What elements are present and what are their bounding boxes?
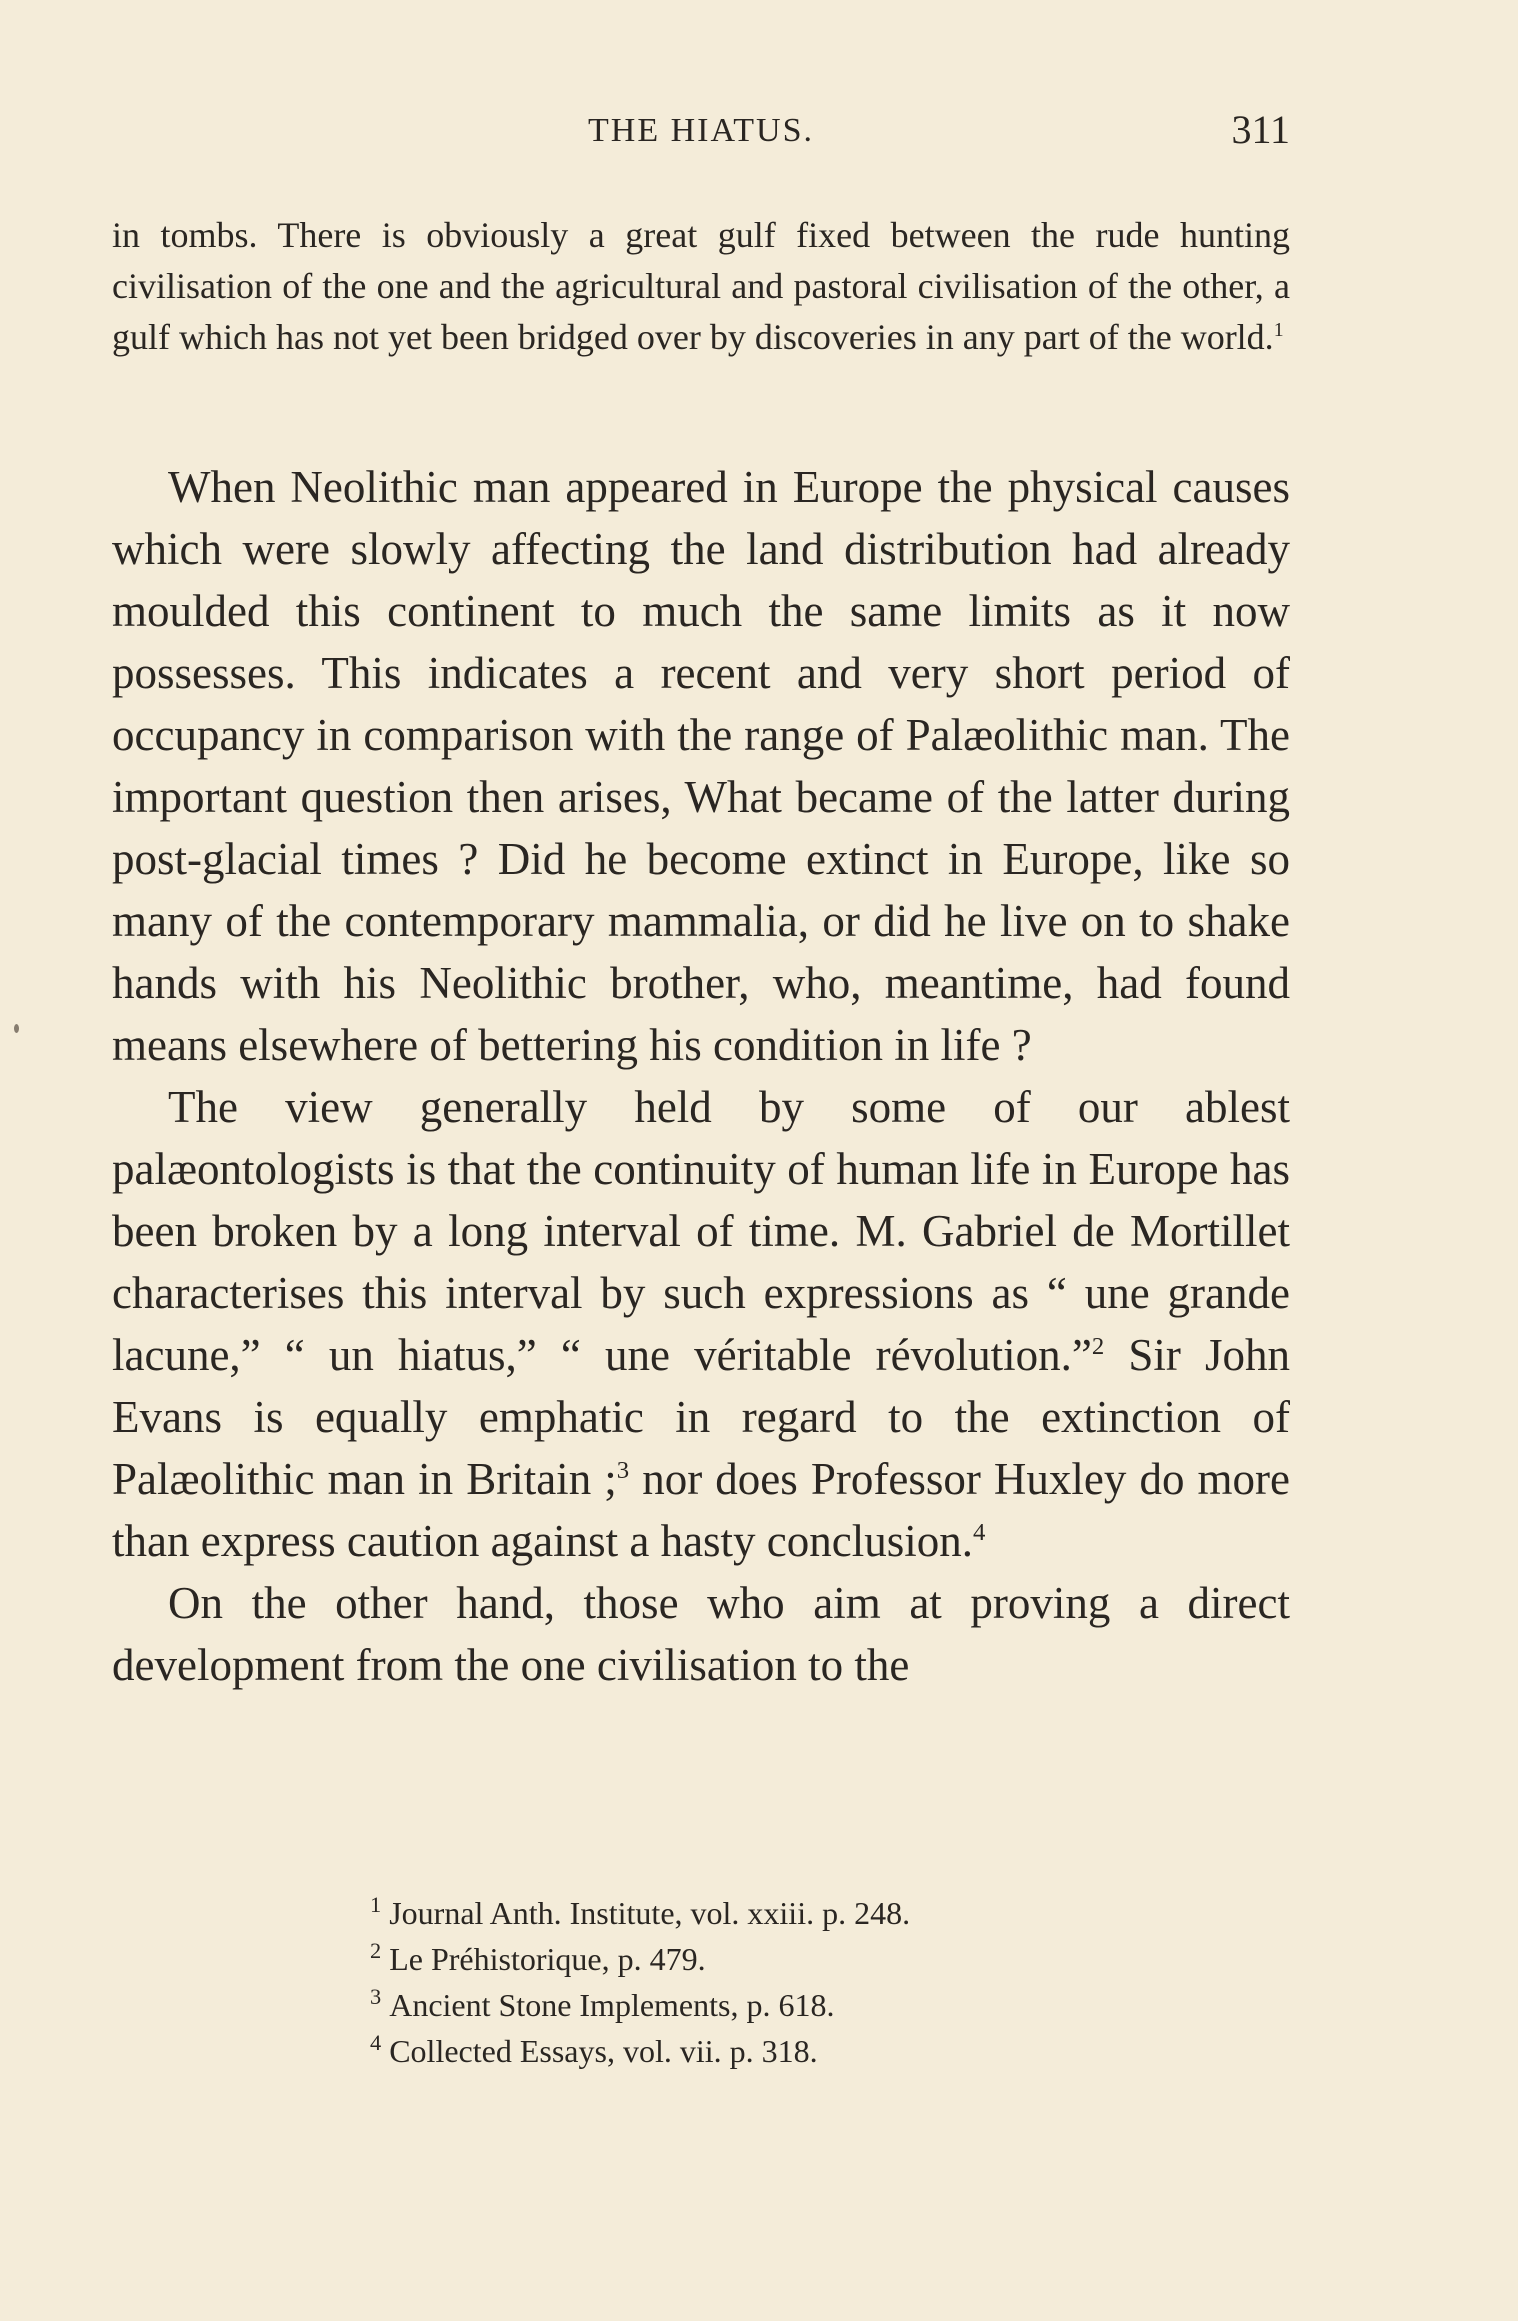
paragraph-view-text-b: Sir John Evans is equally emphatic in regard to the extinction of Palæolithic man in Britain ; bbox=[112, 1330, 1290, 1504]
paragraph-view bbox=[112, 1076, 1290, 1572]
paragraph-neolithic: When Neolithic man appeared in Europe the physical causes which were slowly affecting the land distribution had already moulded this continent to much the same limits as it now possesses. This indicates a recent and very short period of occupancy in comparison with the range of Palæolithic man. The important question then arises, What became of the latter during post-glacial times ? Did he become extinct in Europe, like so many of the contemporary mammalia, or did he live on to shake hands with his Neolithic brother, who, meantime, had found means elsewhere of bettering his condition in life ? bbox=[112, 462, 1290, 1070]
footnote-text: Le Préhistorique, p. 479. bbox=[389, 1941, 706, 1977]
paragraph-other-hand: On the other hand, those who aim at proving a direct development from the one civilisation to the bbox=[112, 1578, 1290, 1690]
intro-text: in tombs. There is obviously a great gulf fixed between the rude hunting civilisation of the one and the agricultural and pastoral civilisation of the other, a gulf which has not yet been bridged over by discoveries in any part of the world. bbox=[112, 215, 1290, 357]
footnote-text: Ancient Stone Implements, p. 618. bbox=[389, 1987, 835, 2023]
footnote-marker: 3 bbox=[370, 1984, 382, 2010]
page-header bbox=[112, 107, 1290, 172]
footnote-marker: 4 bbox=[370, 2030, 382, 2056]
footnote-marker: 1 bbox=[370, 1892, 382, 1918]
footnote-1 bbox=[370, 1890, 1270, 1936]
footnote-marker: 2 bbox=[370, 1938, 382, 1964]
paragraph-view-text-c: nor does Professor Huxley do more than express caution against a hasty conclusion. bbox=[112, 1454, 1291, 1566]
footnote-ref-2: 2 bbox=[1091, 1333, 1105, 1360]
footnote-ref-3: 3 bbox=[616, 1457, 630, 1484]
intro-paragraph bbox=[112, 210, 1290, 363]
footnote-text: Journal Anth. Institute, vol. xxiii. p. 248. bbox=[389, 1895, 911, 1931]
footnote-text: Collected Essays, vol. vii. p. 318. bbox=[389, 2033, 818, 2069]
footnote-3 bbox=[370, 1982, 1270, 2028]
footnote-ref-1: 1 bbox=[1273, 319, 1284, 341]
footnote-2 bbox=[370, 1936, 1270, 1982]
page-number: 311 bbox=[1231, 107, 1290, 152]
main-text bbox=[112, 456, 1290, 1696]
ink-speck bbox=[14, 1024, 19, 1033]
footnote-4 bbox=[370, 2028, 1270, 2074]
paragraph-view-text-a: The view generally held by some of our ablest palæontologists is that the continuity of human life in Europe has been broken by a long interval of time. M. Gabriel de Mortillet characterises this interval by such expressions as “ une grande lacune,” “ un hiatus,” “ une véritable révolution.” bbox=[112, 1082, 1290, 1380]
running-title: THE HIATUS. bbox=[588, 112, 814, 149]
footnotes bbox=[370, 1890, 1270, 2074]
footnote-ref-4: 4 bbox=[973, 1519, 986, 1546]
